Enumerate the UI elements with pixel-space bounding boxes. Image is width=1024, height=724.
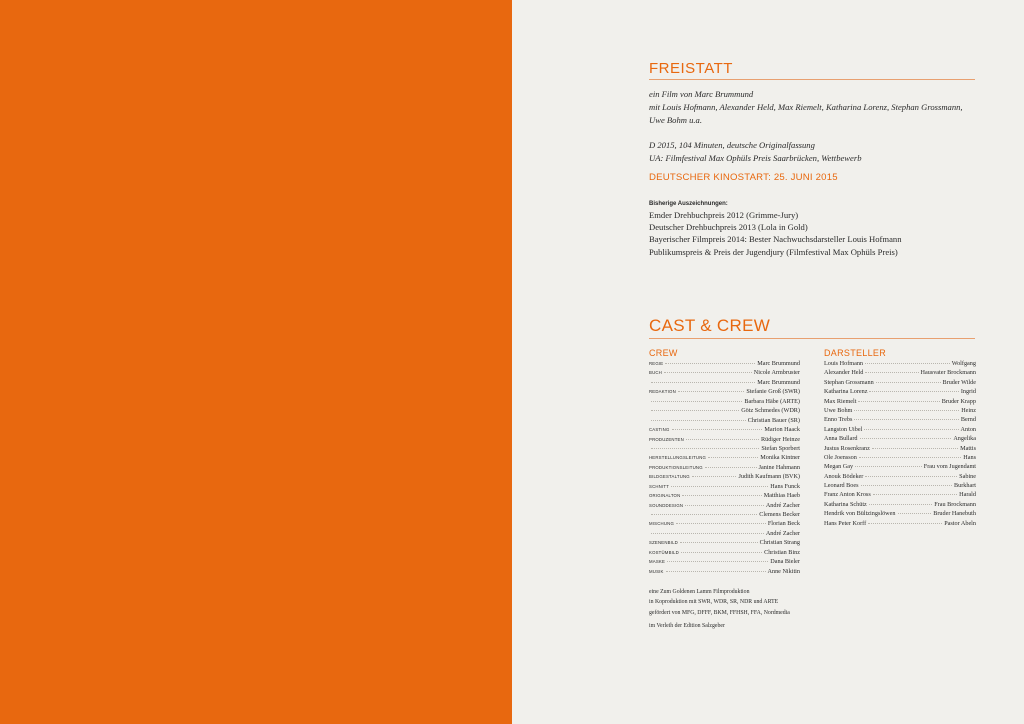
cast-character: Anton	[960, 425, 976, 433]
dotted-leader	[651, 448, 759, 449]
cast-actor: Uwe Bohm	[824, 406, 853, 414]
cast-row	[824, 378, 976, 387]
crew-name: Hans Funck	[770, 482, 800, 490]
dotted-leader	[864, 429, 958, 430]
dotted-leader	[678, 391, 745, 392]
dotted-leader	[876, 382, 941, 383]
production-line: gefördert von MFG, DFFF, BKM, FFHSH, FFA, Nordmedia	[649, 609, 790, 616]
crew-row	[649, 425, 800, 434]
cast-actor: Stephan Grossmann	[824, 378, 874, 386]
crew-name: André Zacher	[765, 501, 800, 509]
dotted-leader	[855, 466, 922, 467]
crew-row	[649, 397, 800, 406]
crew-row	[649, 567, 800, 576]
crew-role: REDAKTION	[649, 389, 676, 395]
dotted-leader	[860, 438, 952, 439]
cast-character: Wolfgang	[951, 360, 976, 367]
crew-role: BUCH	[649, 370, 662, 376]
crew-row	[649, 510, 800, 519]
crew-name: Janine Hahmann	[758, 463, 800, 471]
cast-row	[824, 425, 976, 434]
cast-row	[824, 472, 976, 481]
crew-name: André Zacher	[765, 529, 800, 537]
dotted-leader	[680, 542, 758, 543]
dotted-leader	[651, 382, 755, 383]
cast-actor: Megan Gay	[824, 463, 854, 471]
crew-role: MASKE	[649, 559, 666, 565]
crew-row	[649, 501, 800, 510]
crew-name: Judith Kaufmann (BVK)	[738, 473, 800, 481]
crew-row	[649, 416, 800, 425]
award-item: Bayerischer Filmpreis 2014: Bester Nachwuchsdarsteller Louis Hofmann	[649, 234, 902, 245]
crew-role: KOSTÜMBILD	[649, 549, 679, 555]
awards-section	[649, 201, 979, 258]
cast-character: Sabine	[959, 472, 976, 480]
crew-row	[649, 491, 800, 500]
crew-name: Barbara Häbe (ARTE)	[744, 397, 800, 405]
dotted-leader	[872, 448, 958, 449]
cast-row	[824, 359, 976, 368]
dotted-leader	[651, 533, 764, 534]
dotted-leader	[859, 457, 961, 458]
cast-row	[824, 481, 976, 490]
dotted-leader	[664, 372, 752, 373]
crew-row	[649, 529, 800, 538]
crew-name: Florian Beck	[767, 520, 800, 528]
cast-character: Angelika	[953, 435, 976, 443]
kinostart-heading: DEUTSCHER KINOSTART: 25. JUNI 2015	[649, 172, 838, 183]
cast-character: Bruder Krapp	[941, 397, 976, 405]
cast-actor: Langston Uibel	[824, 425, 863, 433]
cast-character: Bruder Hanebuth	[933, 510, 976, 518]
dotted-leader	[873, 494, 957, 495]
cast-character: Heinz	[961, 406, 976, 414]
dotted-leader	[865, 363, 950, 364]
cast-actor: Anna Bullard	[824, 435, 858, 443]
cast-character: Hans	[963, 453, 976, 461]
crew-row	[649, 406, 800, 415]
cast-row	[824, 368, 976, 377]
crew-row	[649, 548, 800, 557]
cast-row	[824, 387, 976, 396]
cast-character: Frau vom Jugendamt	[923, 463, 976, 471]
crew-name: Christian Binz	[764, 548, 800, 556]
crew-name: Stefan Sporbert	[761, 444, 800, 452]
dotted-leader	[692, 476, 737, 477]
cast-actor: Enno Trebs	[824, 416, 853, 424]
crew-row	[649, 453, 800, 462]
dotted-leader	[868, 523, 942, 524]
crew-row	[649, 444, 800, 453]
cast-actor: Anouk Bödeker	[824, 472, 864, 480]
dotted-leader	[685, 505, 764, 506]
cast-character: Hausvater Brockmann	[920, 369, 976, 377]
cast-actor: Justus Rosenkranz	[824, 444, 870, 452]
crew-list	[649, 359, 800, 576]
cast-actor: Hendrik von Bültzingslöwen	[824, 510, 896, 518]
cast-actor: Alexander Held	[824, 369, 864, 377]
cast-character: Burkhart	[954, 482, 976, 490]
dotted-leader	[665, 363, 755, 364]
crew-row	[649, 368, 800, 377]
crew-role: REGIE	[649, 361, 664, 366]
awards-heading: Bisherige Auszeichnungen:	[649, 201, 728, 207]
production-line: eine Zum Goldenen Lamm Filmproduktion	[649, 589, 750, 595]
crew-row	[649, 482, 800, 491]
crew-role: PRODUZENTEN	[649, 436, 684, 442]
cast-actor: Hans Peter Korff	[824, 519, 867, 527]
release-line: UA: Filmfestival Max Ophüls Preis Saarbrücken, Wettbewerb	[649, 153, 862, 163]
cast-crew-title: CAST & CREW	[649, 316, 975, 339]
cast-row	[824, 453, 976, 462]
cast-actor: Max Riemelt	[824, 397, 857, 405]
crew-name: Marc Brummund	[757, 360, 800, 367]
dotted-leader	[865, 476, 957, 477]
crew-name: Christian Strang	[759, 539, 800, 547]
crew-name: Dana Bieler	[770, 558, 800, 566]
crew-name: Marion Haack	[764, 426, 800, 434]
cast-row	[824, 462, 976, 471]
crew-name: Monika Kintner	[760, 454, 800, 462]
film-credits-intro	[649, 88, 979, 127]
crew-role: BILDGESTALTUNG	[649, 474, 690, 480]
crew-heading: CREW	[649, 348, 678, 358]
cast-character: Mattis	[960, 444, 976, 452]
crew-row	[649, 435, 800, 444]
production-notes	[649, 587, 849, 618]
crew-role: ORIGINALTON	[649, 493, 681, 499]
dotted-leader	[869, 504, 932, 505]
dotted-leader	[671, 486, 768, 487]
crew-role: SZENENBILD	[649, 540, 678, 546]
dotted-leader	[869, 391, 958, 392]
crew-row	[649, 538, 800, 547]
cast-actor: Leonard Boes	[824, 482, 859, 490]
dotted-leader	[666, 571, 766, 572]
crew-name: Stefanie Groß (SWR)	[746, 388, 800, 396]
crew-role: PRODUKTIONSLEITUNG	[649, 464, 703, 470]
dotted-leader	[651, 410, 739, 411]
dotted-leader	[686, 439, 759, 440]
crew-row	[649, 472, 800, 481]
cast-actor: Katharina Schütz	[824, 500, 867, 508]
cast-actor: Katharina Lorenz	[824, 388, 868, 396]
crew-name: Marc Brummund	[757, 378, 800, 386]
cast-row	[824, 509, 976, 518]
dotted-leader	[708, 457, 758, 458]
cast-heading: DARSTELLER	[824, 348, 887, 358]
film-title: FREISTATT	[649, 60, 975, 80]
cast-list	[824, 359, 976, 528]
crew-role: HERSTELLUNGSLEITUNG	[649, 455, 707, 461]
intro-line: ein Film von Marc Brummund	[649, 89, 754, 99]
cast-row	[824, 406, 976, 415]
award-item: Emder Drehbuchpreis 2012 (Grimme-Jury)	[649, 210, 799, 220]
crew-row	[649, 387, 800, 396]
crew-name: Christian Bauer (SR)	[747, 416, 800, 424]
dotted-leader	[676, 523, 766, 524]
crew-name: Nicole Armbruster	[753, 369, 800, 377]
cast-row	[824, 500, 976, 509]
crew-name: Götz Schmedes (WDR)	[741, 407, 800, 415]
crew-name: Anne Nikitin	[767, 567, 800, 575]
crew-row	[649, 378, 800, 387]
distribution-note: im Verleih der Edition Salzgeber	[649, 623, 725, 629]
dotted-leader	[858, 401, 939, 402]
intro-line: Uwe Bohm u.a.	[649, 115, 702, 125]
cast-actor: Louis Hofmann	[824, 360, 864, 367]
award-item: Publikumspreis & Preis der Jugendjury (Filmfestival Max Ophüls Preis)	[649, 246, 898, 257]
production-line: in Koproduktion mit SWR, WDR, SR, NDR und ARTE	[649, 599, 779, 606]
cast-row	[824, 434, 976, 443]
dotted-leader	[865, 372, 918, 373]
cast-character: Pastor Abeln	[944, 519, 976, 527]
crew-row	[649, 557, 800, 566]
dotted-leader	[667, 561, 768, 562]
award-item: Deutscher Drehbuchpreis 2013 (Lola in Gold)	[649, 222, 808, 233]
dotted-leader	[682, 495, 761, 496]
dotted-leader	[705, 467, 757, 468]
cast-character: Bernd	[960, 416, 976, 424]
cast-row	[824, 490, 976, 499]
dotted-leader	[861, 485, 952, 486]
dotted-leader	[854, 410, 959, 411]
intro-line: mit Louis Hofmann, Alexander Held, Max Riemelt, Katharina Lorenz, Stephan Grossmann,	[649, 102, 963, 112]
cast-character: Frau Brockmann	[934, 500, 976, 508]
dotted-leader	[681, 552, 762, 553]
dotted-leader	[672, 429, 763, 430]
crew-name: Clemens Becker	[759, 511, 800, 518]
dotted-leader	[651, 420, 746, 421]
crew-row	[649, 463, 800, 472]
cast-row	[824, 415, 976, 424]
cast-character: Harald	[959, 491, 976, 499]
dotted-leader	[651, 514, 757, 515]
release-line: D 2015, 104 Minuten, deutsche Originalfassung	[649, 140, 815, 150]
crew-row	[649, 359, 800, 368]
crew-role: SOUNDDESIGN	[649, 502, 684, 508]
crew-role: MUSIK	[649, 568, 664, 574]
crew-role: MISCHUNG	[649, 521, 674, 527]
release-info	[649, 139, 979, 165]
dotted-leader	[651, 401, 742, 402]
crew-name: Rüdiger Heinze	[760, 435, 800, 443]
cast-actor: Franz Anton Kross	[824, 491, 871, 499]
crew-role: CASTING	[649, 427, 670, 433]
cast-row	[824, 444, 976, 453]
dotted-leader	[854, 419, 959, 420]
crew-role: SCHNITT	[649, 483, 670, 489]
cast-actor: Ole Joensson	[824, 453, 857, 461]
cast-row	[824, 397, 976, 406]
dotted-leader	[898, 513, 932, 514]
crew-name: Matthias Haeb	[763, 492, 800, 500]
cast-row	[824, 519, 976, 528]
cast-character: Ingrid	[960, 388, 976, 396]
crew-row	[649, 519, 800, 528]
cast-character: Bruder Wilde	[942, 378, 976, 386]
